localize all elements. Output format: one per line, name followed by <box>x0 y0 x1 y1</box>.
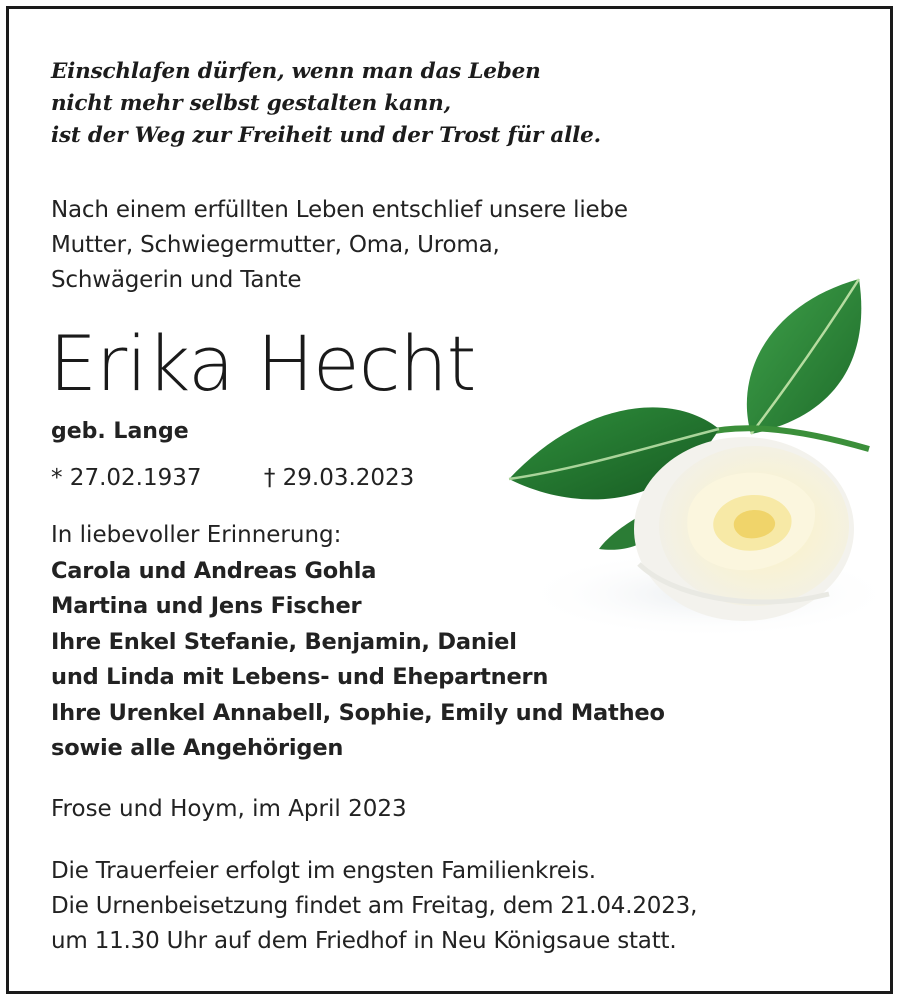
intro-text <box>51 193 628 298</box>
birth-name: geb. Lange <box>51 419 189 444</box>
obituary-frame <box>6 6 893 994</box>
death-date: † 29.03.2023 <box>263 465 415 491</box>
quote-block <box>51 56 601 152</box>
memory-heading: In liebevoller Erinnerung: <box>51 522 342 548</box>
life-dates <box>51 461 414 495</box>
quote-line: ist der Weg zur Freiheit und der Trost für alle. <box>51 123 601 148</box>
quote-line: Einschlafen dürfen, wenn man das Leben <box>51 59 541 84</box>
mourners-list <box>51 554 665 766</box>
mourner-line: sowie alle Angehörigen <box>51 735 344 762</box>
intro-line: Nach einem erfüllten Leben entschlief unsere liebe <box>51 197 628 223</box>
mourner-line: Ihre Urenkel Annabell, Sophie, Emily und Matheo <box>51 699 665 726</box>
notice-line: Die Trauerfeier erfolgt im engsten Familienkreis. <box>51 858 596 884</box>
notice-line: Die Urnenbeisetzung findet am Freitag, dem 21.04.2023, <box>51 893 698 919</box>
quote-line: nicht mehr selbst gestalten kann, <box>51 91 451 116</box>
funeral-notice <box>51 854 697 959</box>
notice-line: um 11.30 Uhr auf dem Friedhof in Neu Königsaue statt. <box>51 928 677 954</box>
place-date: Frose und Hoym, im April 2023 <box>51 796 407 822</box>
mourner-line: Carola und Andreas Gohla <box>51 558 377 584</box>
intro-line: Schwägerin und Tante <box>51 267 302 293</box>
mourner-line: und Linda mit Lebens- und Ehepartnern <box>51 664 549 691</box>
intro-line: Mutter, Schwiegermutter, Oma, Uroma, <box>51 232 500 258</box>
mourner-line: Martina und Jens Fischer <box>51 593 362 620</box>
deceased-name: Erika Hecht <box>49 319 476 408</box>
birth-date: * 27.02.1937 <box>51 465 202 491</box>
mourner-line: Ihre Enkel Stefanie, Benjamin, Daniel <box>51 628 517 655</box>
